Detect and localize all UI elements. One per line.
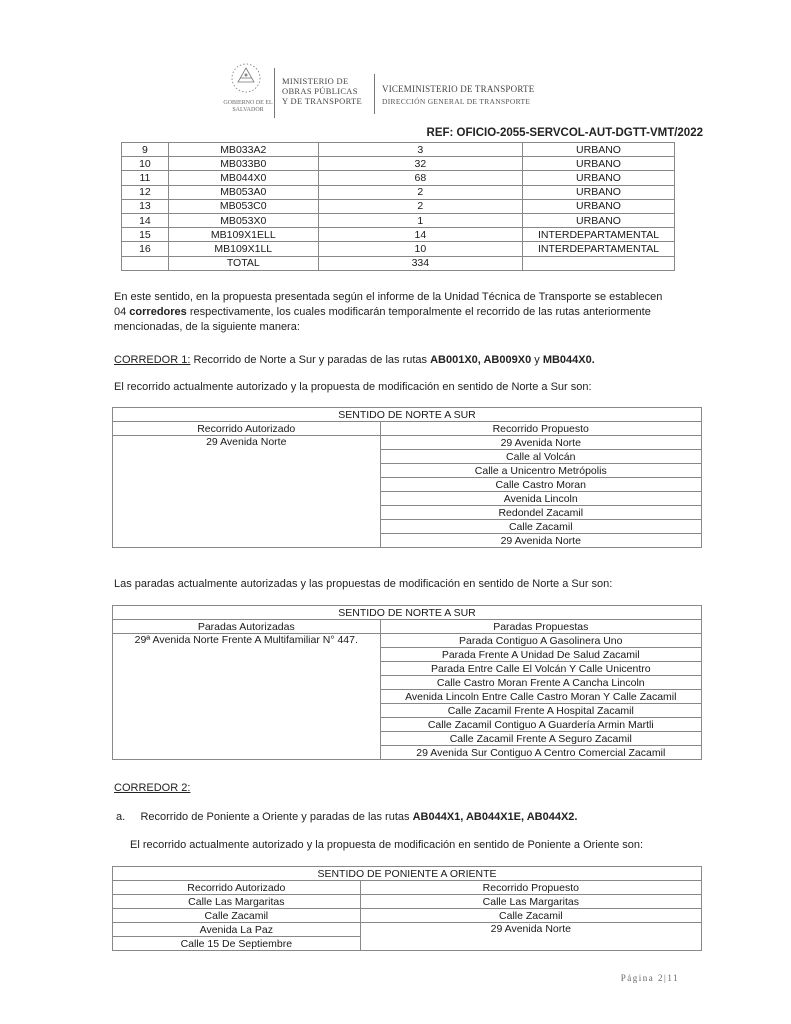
unit-count: 2 (318, 185, 522, 199)
corredor2-recorrido-table (112, 866, 702, 951)
unit-count: 32 (318, 157, 522, 171)
intro-line: mencionadas, de la siguiente manera: (114, 321, 300, 333)
reference-number: REF: OFICIO-2055-SERVCOL-AUT-DGTT-VMT/2022 (426, 127, 703, 139)
table-row (113, 634, 702, 648)
page-total: 11 (667, 973, 679, 983)
table-row (122, 242, 675, 256)
corredor1-paradas-table (112, 605, 702, 760)
ministry-line: Y DE TRANSPORTE (282, 96, 363, 106)
corredor1-desc: Recorrido de Norte a Sur y paradas de las rutas (190, 354, 431, 366)
row-number: 16 (122, 242, 169, 256)
route-type: URBANO (523, 199, 675, 213)
route-code: MB053A0 (168, 185, 318, 199)
column-header: Recorrido Propuesto (360, 881, 701, 895)
corredor2-recorrido-intro: El recorrido actualmente autorizado y la propuesta de modificación en sentido de Poniente a Oriente son: (130, 839, 644, 851)
proposed-entry: Calle al Volcán (380, 450, 701, 464)
table-title-row (113, 606, 702, 620)
intro-paragraph (114, 290, 662, 335)
corredor2-heading (114, 781, 190, 796)
corredor1-recorrido-intro: El recorrido actualmente autorizado y la propuesta de modificación en sentido de Norte a Sur son: (114, 381, 592, 393)
route-type: URBANO (523, 143, 675, 157)
table-row (122, 199, 675, 213)
route-type: URBANO (523, 185, 675, 199)
table-row (122, 213, 675, 227)
proposed-entry: Calle Zacamil Frente A Hospital Zacamil (380, 704, 701, 718)
table-row (122, 228, 675, 242)
corredor1-routes: AB001X0, AB009X0 (430, 354, 532, 366)
table-title-row (113, 408, 702, 422)
row-number: 10 (122, 157, 169, 171)
header-divider (374, 74, 375, 114)
page-separator: | (664, 973, 668, 983)
route-code: MB053C0 (168, 199, 318, 213)
row-number: 12 (122, 185, 169, 199)
corredor2-routes: AB044X1, AB044X1E, AB044X2. (412, 811, 578, 823)
row-number: 11 (122, 171, 169, 185)
table-row (122, 143, 675, 157)
page-current: 2 (658, 973, 665, 983)
corredor1-routes: MB044X0. (542, 354, 595, 366)
routes-table (121, 142, 675, 271)
intro-line: En este sentido, en la propuesta presentada según el informe de la Unidad Técnica de Transporte se establecen (114, 291, 663, 303)
route-type: INTERDEPARTAMENTAL (523, 242, 675, 256)
route-code: MB033B0 (168, 157, 318, 171)
proposed-entry: Calle Zacamil Contiguo A Guardería Armin Martli (380, 718, 701, 732)
table-row (113, 895, 702, 909)
authorized-entry: Calle 15 De Septiembre (113, 937, 361, 951)
proposed-entry: Avenida Lincoln (380, 492, 701, 506)
total-row (122, 256, 675, 270)
table-row (113, 909, 702, 923)
table-header-row (113, 422, 702, 436)
viceministry-name: VICEMINISTERIO DE TRANSPORTE (382, 84, 535, 94)
column-header: Paradas Autorizadas (113, 620, 381, 634)
unit-count: 14 (318, 228, 522, 242)
authorized-entry: Avenida La Paz (113, 923, 361, 937)
route-type: URBANO (523, 157, 675, 171)
table-header-row (113, 620, 702, 634)
table-row (113, 923, 702, 937)
total-empty (122, 256, 169, 270)
ministry-line: OBRAS PÚBLICAS (282, 86, 358, 96)
unit-count: 2 (318, 199, 522, 213)
table-row (113, 436, 702, 450)
header-divider (274, 68, 275, 118)
column-header: Recorrido Propuesto (380, 422, 701, 436)
proposed-entry: Calle Las Margaritas (360, 895, 701, 909)
corredor1-recorrido-table (112, 407, 702, 548)
proposed-entry: Calle Zacamil (380, 520, 701, 534)
proposed-entry: Parada Entre Calle El Volcán Y Calle Unicentro (380, 662, 701, 676)
unit-count: 1 (318, 213, 522, 227)
route-code: MB109X1LL (168, 242, 318, 256)
column-header: Recorrido Autorizado (113, 881, 361, 895)
intro-text: respectivamente, los cuales modificarán temporalmente el recorrido de las rutas anteriormente (186, 306, 651, 318)
seal-caption: GOBIERNO DE EL SALVADOR (223, 100, 273, 113)
corredor1-and: y (531, 354, 543, 366)
corredor1-label: CORREDOR 1: (114, 354, 191, 366)
route-type: URBANO (523, 213, 675, 227)
row-number: 14 (122, 213, 169, 227)
unit-count: 3 (318, 143, 522, 157)
table-row (122, 185, 675, 199)
proposed-entry: 29 Avenida Sur Contiguo A Centro Comercial Zacamil (380, 746, 701, 760)
route-code: MB044X0 (168, 171, 318, 185)
corredor2-item (116, 810, 577, 825)
table-title: SENTIDO DE PONIENTE A ORIENTE (113, 867, 702, 881)
proposed-entry: 29 Avenida Norte (380, 436, 701, 450)
total-value: 334 (318, 256, 522, 270)
proposed-entry: Calle Castro Moran (380, 478, 701, 492)
column-header: Paradas Propuestas (380, 620, 701, 634)
table-row (122, 157, 675, 171)
table-title-row (113, 867, 702, 881)
proposed-entry: Avenida Lincoln Entre Calle Castro Moran Y Calle Zacamil (380, 690, 701, 704)
authorized-entry: Calle Las Margaritas (113, 895, 361, 909)
proposed-entry: 29 Avenida Norte (380, 534, 701, 548)
proposed-entry: Calle Castro Moran Frente A Cancha Lincoln (380, 676, 701, 690)
proposed-entry: Parada Contiguo A Gasolinera Uno (380, 634, 701, 648)
table-title: SENTIDO DE NORTE A SUR (113, 408, 702, 422)
route-type: INTERDEPARTAMENTAL (523, 228, 675, 242)
unit-count: 68 (318, 171, 522, 185)
corredor2-label: CORREDOR 2: (114, 782, 191, 794)
route-code: MB033A2 (168, 143, 318, 157)
direction-name: DIRECCIÓN GENERAL DE TRANSPORTE (382, 97, 531, 106)
corredor1-paradas-intro: Las paradas actualmente autorizadas y las propuestas de modificación en sentido de Norte a Sur son: (114, 578, 613, 590)
corredor2-desc: Recorrido de Poniente a Oriente y paradas de las rutas (140, 811, 413, 823)
authorized-entry: 29 Avenida Norte (113, 436, 381, 548)
total-empty (523, 256, 675, 270)
letterhead (222, 60, 562, 122)
table-row (122, 171, 675, 185)
total-label: TOTAL (168, 256, 318, 270)
proposed-entry: Parada Frente A Unidad De Salud Zacamil (380, 648, 701, 662)
page-number (621, 973, 679, 983)
row-number: 9 (122, 143, 169, 157)
row-number: 13 (122, 199, 169, 213)
proposed-entry: Calle Zacamil Frente A Seguro Zacamil (380, 732, 701, 746)
authorized-entry: 29ª Avenida Norte Frente A Multifamiliar N° 447. (113, 634, 381, 760)
route-code: MB109X1ELL (168, 228, 318, 242)
ministry-name (282, 76, 362, 106)
ministry-line: MINISTERIO DE (282, 76, 349, 86)
proposed-entry: 29 Avenida Norte (360, 923, 701, 951)
proposed-entry: Calle a Unicentro Metrópolis (380, 464, 701, 478)
intro-text: 04 (114, 306, 130, 318)
page-label: Página (620, 973, 655, 983)
route-type: URBANO (523, 171, 675, 185)
route-code: MB053X0 (168, 213, 318, 227)
item-letter: a. (116, 811, 126, 823)
proposed-entry: Redondel Zacamil (380, 506, 701, 520)
row-number: 15 (122, 228, 169, 242)
intro-line (114, 305, 662, 320)
authorized-entry: Calle Zacamil (113, 909, 361, 923)
table-header-row (113, 881, 702, 895)
proposed-entry: Calle Zacamil (360, 909, 701, 923)
unit-count: 10 (318, 242, 522, 256)
corredor1-heading (114, 353, 595, 368)
intro-bold: corredores (129, 306, 187, 318)
column-header: Recorrido Autorizado (113, 422, 381, 436)
table-title: SENTIDO DE NORTE A SUR (113, 606, 702, 620)
